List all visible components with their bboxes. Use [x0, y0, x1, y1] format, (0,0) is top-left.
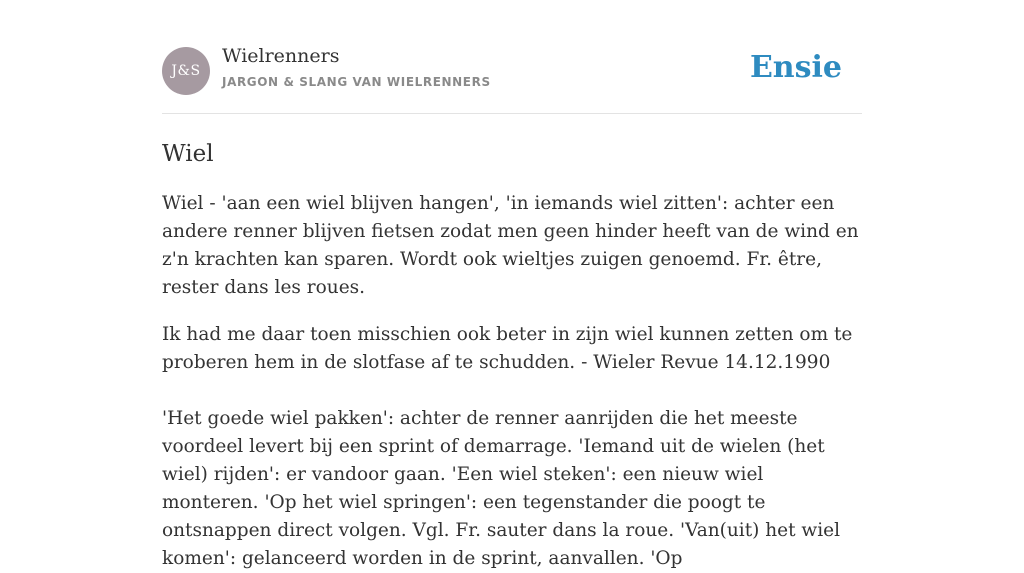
article-paragraph-definition: Wiel - 'aan een wiel blijven hangen', 'in iemands wiel zitten': achter een andere renner blijven fietsen zodat men geen hinder heeft van de wind en z'n krachten kan sparen. Wordt ook wieltjes zuigen genoemd. Fr. être, rester dans les roues.	[162, 193, 859, 298]
article-paragraph-quote: Ik had me daar toen misschien ook beter in zijn wiel kunnen zetten om te proberen hem in de slotfase af te schudden. - Wieler Revue 14.12.1990	[162, 324, 853, 373]
article-paragraph-expressions: 'Het goede wiel pakken': achter de renner aanrijden die het meeste voordeel levert bij een sprint of demarrage. 'Iemand uit de wielen (het wiel) rijden': er vandoor gaan. 'Een wiel steken': een nieuw wiel monteren. 'Op het wiel springen': een tegenstander die poogt te ontsnappen direct volgen. Vgl. Fr. sauter dans la roue. 'Van(uit) het wiel komen': gelanceerd worden in de sprint, aanvallen. 'Op	[162, 408, 841, 569]
book-avatar[interactable]: J&S	[162, 47, 210, 95]
content-container	[162, 0, 862, 573]
article-title: Wiel	[162, 141, 214, 167]
header	[162, 0, 862, 114]
book-subtitle: JARGON & SLANG VAN WIELRENNERS	[222, 75, 491, 89]
ensie-logo[interactable]: Ensie	[749, 50, 842, 85]
book-title-link[interactable]: Wielrenners	[222, 45, 340, 67]
